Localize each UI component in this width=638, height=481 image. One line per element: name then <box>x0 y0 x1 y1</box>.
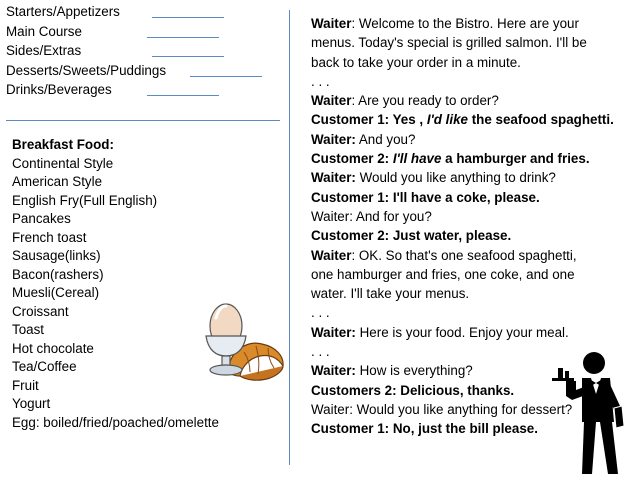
dialogue-line <box>311 14 614 33</box>
dialogue-line <box>311 188 614 207</box>
dialogue-text: I'd like <box>426 112 468 128</box>
menu-section-label: Starters/Appetizers <box>6 4 120 19</box>
breakfast-item: Continental Style <box>12 155 114 171</box>
breakfast-item: Bacon(rashers) <box>12 266 104 282</box>
dialogue-text: And you? <box>355 131 416 147</box>
breakfast-item: English Fry(Full English) <box>12 192 158 208</box>
dialogue-line <box>311 130 614 149</box>
breakfast-item: French toast <box>12 229 87 245</box>
dialogue-text: Waiter <box>311 93 352 109</box>
dialogue-text: . . . <box>311 73 330 89</box>
dialogue-text: : Welcome to the Bistro. Here are your <box>351 16 579 31</box>
breakfast-item: Yogurt <box>12 396 51 411</box>
menu-section-row <box>6 62 166 82</box>
dialogue-line <box>311 323 614 342</box>
dialogue-text: Waiter: <box>311 170 356 186</box>
dialogue-line <box>311 33 614 52</box>
menu-section-label: Main Course <box>6 23 82 39</box>
breakfast-list <box>12 136 219 432</box>
menu-section-row <box>6 42 166 62</box>
waiter-icon <box>552 350 634 476</box>
dialogue-line <box>311 246 614 265</box>
dialogue-text: How is everything? <box>355 363 473 379</box>
menu-section-row <box>6 3 166 23</box>
fill-in-blank <box>190 76 262 77</box>
breakfast-item: Sausage(links) <box>12 248 101 263</box>
breakfast-item: Egg: boiled/fried/poached/omelette <box>12 414 219 430</box>
dialogue-text: Waiter: <box>311 131 356 147</box>
breakfast-item: American Style <box>12 174 103 189</box>
dialogue-line <box>311 110 614 129</box>
dialogue-text: Waiter <box>311 16 352 31</box>
dialogue-text: : Are you ready to order? <box>351 93 499 109</box>
breakfast-title: Breakfast Food: <box>12 137 114 152</box>
dialogue-text: Customer 1: I'll have a coke, please. <box>311 189 540 205</box>
breakfast-item: Hot chocolate <box>12 340 94 356</box>
dialogue-line <box>311 265 614 284</box>
dialogue-text: : OK. So that's one seafood spaghetti, <box>351 247 577 263</box>
dialogue-text: Here is your food. Enjoy your meal. <box>355 324 569 340</box>
menu-section-label: Desserts/Sweets/Puddings <box>6 62 167 78</box>
horizontal-divider <box>6 120 280 121</box>
dialogue-line <box>311 91 614 110</box>
breakfast-item: Fruit <box>12 377 39 393</box>
dialogue-text: Customer 1: No, just the bill please. <box>311 421 538 437</box>
dialogue-line <box>311 207 614 226</box>
dialogue-text: menus. Today's special is grilled salmon. I'll be <box>311 35 587 51</box>
dialogue-text: Waiter <box>311 247 352 263</box>
vertical-divider <box>289 10 290 465</box>
dialogue-text: I'll have <box>392 151 442 167</box>
dialogue-text: the seafood spaghetti. <box>468 112 614 128</box>
dialogue-text: . . . <box>311 344 330 360</box>
breakfast-item: Croissant <box>12 303 69 319</box>
dialogue-text: Would you like anything to drink? <box>355 170 556 186</box>
dialogue-text: Customers 2: Delicious, thanks. <box>311 382 515 398</box>
dialogue-line <box>311 72 614 91</box>
menu-sections-list <box>6 3 166 101</box>
menu-section-label: Drinks/Beverages <box>6 82 112 97</box>
dialogue-text: water. I'll take your menus. <box>311 286 470 302</box>
dialogue-text: Customer 2: Just water, please. <box>311 228 512 244</box>
dialogue-line <box>311 168 614 187</box>
dialogue-line <box>311 226 614 245</box>
dialogue-text: Waiter: And for you? <box>311 208 432 224</box>
menu-section-label: Sides/Extras <box>6 43 82 58</box>
egg-croissant-icon <box>200 296 286 388</box>
breakfast-item: Tea/Coffee <box>12 359 77 374</box>
dialogue-text: Customer 1: Yes , <box>311 112 427 128</box>
fill-in-blank <box>147 95 219 96</box>
breakfast-item: Muesli(Cereal) <box>12 285 100 300</box>
dialogue-text: one hamburger and fries, one coke, and one <box>311 266 575 282</box>
dialogue-text: back to take your order in a minute. <box>311 54 521 70</box>
dialogue-line <box>311 284 614 303</box>
dialogue-line <box>311 53 614 72</box>
dialogue-text: a hamburger and fries. <box>441 151 590 167</box>
dialogue-text: Waiter: <box>311 363 356 379</box>
fill-in-blank <box>152 56 224 57</box>
fill-in-blank <box>147 37 219 38</box>
dialogue-line <box>311 303 614 322</box>
breakfast-item: Toast <box>12 322 45 337</box>
dialogue-text: Waiter: Would you like anything for dessert? <box>311 401 573 417</box>
menu-section-row <box>6 23 166 43</box>
menu-section-row <box>6 81 166 101</box>
fill-in-blank <box>152 17 224 18</box>
dialogue-text: . . . <box>311 305 330 321</box>
dialogue-text: Customer 2: <box>311 151 393 167</box>
breakfast-item: Pancakes <box>12 211 71 226</box>
dialogue-text: Waiter: <box>311 324 356 340</box>
dialogue-line <box>311 149 614 168</box>
